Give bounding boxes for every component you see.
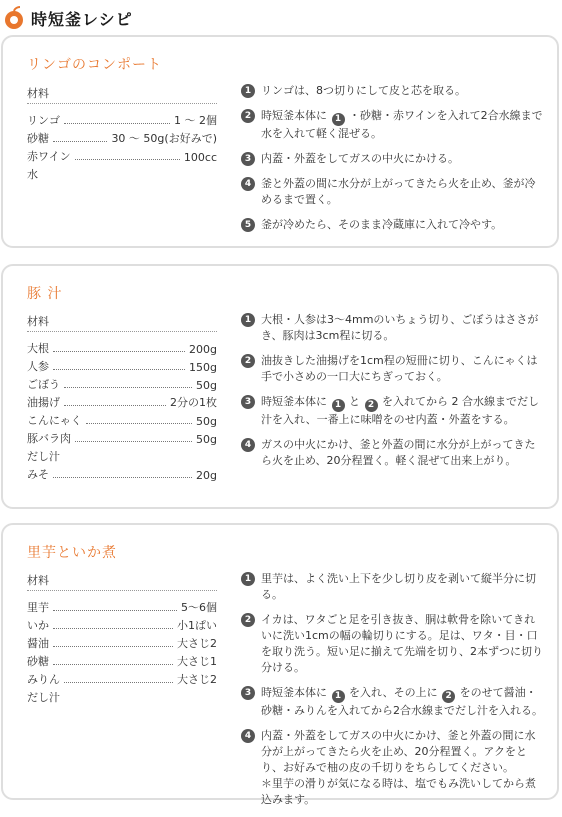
step-item [241,217,543,233]
step-text: 内蓋・外蓋をしてガスの中火にかけ、釜と外蓋の間に水分が上がってきたら火を止め、20分程置く。アクをとり、お好みで柚の皮の千切りをちらしてください。 ＊里芋の滑りが気になる時は、塩でもみ洗いしてから煮込みます。 [261,729,536,806]
ingredient-row: 水 [27,168,38,181]
ingredient-row: みりん 大さじ2 [27,673,217,686]
step-number-badge: 3 [241,152,255,166]
step-item [241,394,543,428]
step-item [241,353,543,385]
step-number-badge: 2 [241,109,255,123]
ingredient-row: こんにゃく 50g [27,414,217,428]
step-item [241,108,543,142]
step-item [241,176,543,208]
step-ref-badge: 1 [332,690,345,703]
steps-list [241,83,543,242]
step-item [241,728,543,808]
step-text: ガスの中火にかけ、釜と外蓋の間に水分が上がってきたら火を止め、20分程置く。軽く混ぜて出来上がり。 [261,438,536,467]
ingredient-row: リンゴ 1 ～ 2個 [27,114,217,127]
recipe-card-tonjiru [1,264,559,509]
ingredients-heading: 材料 [27,312,217,332]
step-number-badge: 2 [241,354,255,368]
ingredient-row: 砂糖 大さじ1 [27,655,217,668]
recipe-title: 里芋といか煮 [27,545,117,561]
recipe-title: 豚 汁 [27,286,63,302]
step-ref-badge: 1 [332,113,345,126]
step-text: イカは、ワタごと足を引き抜き、胴は軟骨を除いてきれいに洗い1cmの幅の輪切りにする。足は、ワタ・目・口を取り洗う。短い足に揃えて先端を切り、2本ずつに切り分ける。 [261,613,543,674]
ingredient-row: いか 小1ぱい [27,619,217,632]
recipe-title: リンゴのコンポート [27,57,162,73]
step-text: 油抜きした油揚げを1cm程の短冊に切り、こんにゃくは手で小さめの一口大にちぎっておく。 [261,354,538,383]
step-number-badge: 4 [241,438,255,452]
ingredient-row: ごぼう 50g [27,378,217,392]
pot-logo-icon [3,6,25,30]
ingredients-heading: 材料 [27,571,217,591]
step-item [241,612,543,676]
step-text: 大根・人参は3～4mmのいちょう切り、ごぼうはささがき、豚肉は3cm程に切る。 [261,313,539,342]
step-number-badge: 1 [241,572,255,586]
step-item [241,83,543,99]
page-title: 時短釜レシピ [31,10,133,29]
ingredients-list [27,84,217,182]
step-text: 時短釜本体に 1 と 2 を入れてから 2 合水線までだし汁を入れ、一番上に味噌をのせ内蓋・外蓋をする。 [261,395,539,426]
ingredient-row: 砂糖 30 ～ 50g(お好みで) [27,132,217,145]
step-number-badge: 5 [241,218,255,232]
step-item [241,437,543,469]
step-number-badge: 4 [241,177,255,191]
step-text: 時短釜本体に 1 ・砂糖・赤ワインを入れて2合水線まで水を入れて軽く混ぜる。 [261,109,543,140]
step-number-badge: 2 [241,613,255,627]
step-item [241,571,543,603]
recipe-card-compote [1,35,559,248]
step-text: 里芋は、よく洗い上下を少し切り皮を剥いて縦半分に切る。 [261,572,536,601]
step-text: 時短釜本体に 1 を入れ、その上に 2 をのせて醤油・砂糖・みりんを入れてから2合水線までだし汁を入れる。 [261,686,543,717]
ingredient-row: 赤ワイン 100cc [27,150,217,164]
ingredients-list [27,571,217,705]
ingredient-row: 人参 150g [27,360,217,374]
step-ref-badge: 2 [442,690,455,703]
ingredient-row: 里芋 5～6個 [27,601,217,614]
step-text: 釜が冷めたら、そのまま冷蔵庫に入れて冷やす。 [261,218,503,231]
step-number-badge: 1 [241,84,255,98]
page-header [0,0,562,36]
step-text: 釜と外蓋の間に水分が上がってきたら火を止め、釜が冷めるまで置く。 [261,177,536,206]
step-number-badge: 3 [241,395,255,409]
step-ref-badge: 2 [365,399,378,412]
step-number-badge: 3 [241,686,255,700]
ingredient-row: だし汁 [27,450,60,463]
steps-list [241,571,543,817]
step-item [241,151,543,167]
step-text: 内蓋・外蓋をしてガスの中火にかける。 [261,152,459,165]
steps-list [241,312,543,478]
step-item [241,685,543,719]
ingredient-row: 醤油 大さじ2 [27,637,217,650]
ingredients-list [27,312,217,482]
recipe-card-satoimo [1,523,559,806]
ingredient-row: 油揚げ 2分の1枚 [27,396,217,409]
step-ref-badge: 1 [332,399,345,412]
step-number-badge: 4 [241,729,255,743]
step-note: ＊里芋の滑りが気になる時は、塩でもみ洗いしてから煮込みます。 [261,777,536,806]
step-text: リンゴは、8つ切りにして皮と芯を取る。 [261,84,466,97]
ingredient-row: 大根 200g [27,342,217,356]
step-number-badge: 1 [241,313,255,327]
ingredient-row: みそ 20g [27,468,217,482]
ingredient-row: 豚バラ肉 50g [27,432,217,446]
ingredient-row: だし汁 [27,691,60,704]
step-item [241,312,543,344]
ingredients-heading: 材料 [27,84,217,104]
